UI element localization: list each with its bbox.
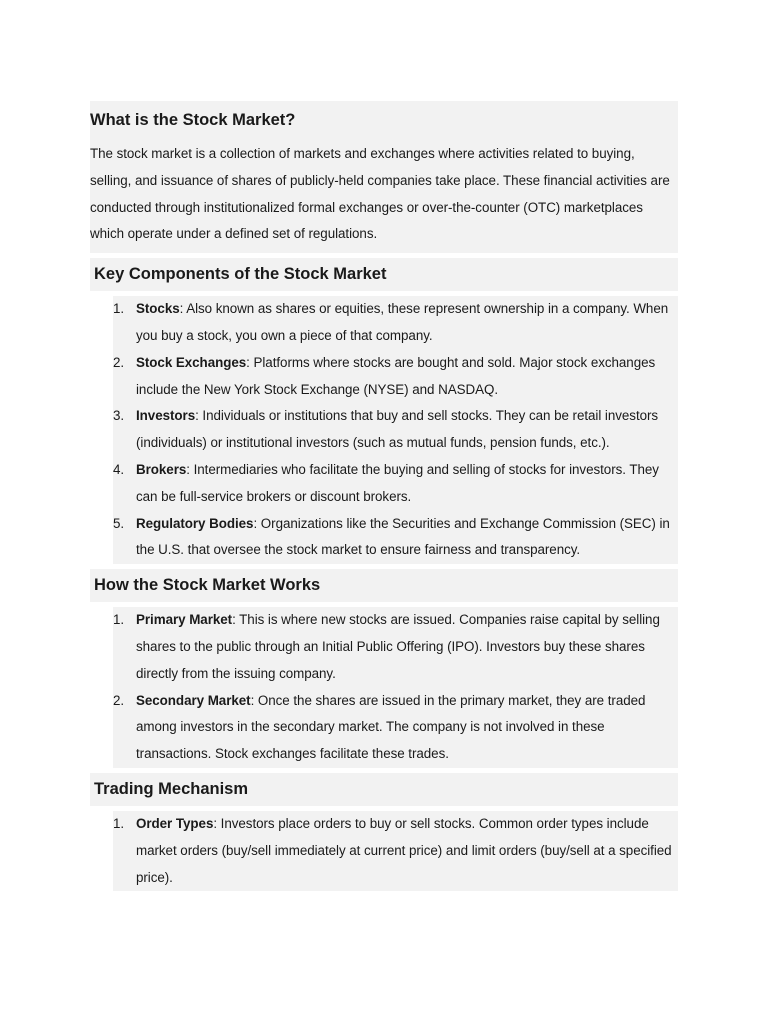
- list-text: : This is where new stocks are issued. Companies raise capital by selling shares to the public through an Initial Public Offering (IPO). Investors buy these shares directly from the issuing company.: [136, 612, 660, 681]
- list-item: [113, 811, 678, 891]
- section-heading-block: [90, 258, 678, 291]
- how-it-works-list-block: [113, 607, 678, 768]
- section-heading: How the Stock Market Works: [94, 576, 321, 595]
- list-item: [113, 457, 678, 511]
- list-number: 4.: [113, 461, 125, 477]
- list-term: Stocks: [136, 301, 180, 317]
- section-heading-block: [90, 773, 678, 806]
- list-text: : Investors place orders to buy or sell stocks. Common order types include market orders (buy/sell immediately at current price) and limit orders (buy/sell at a specified price).: [136, 815, 672, 885]
- document: [90, 101, 678, 896]
- section-heading-block: [90, 569, 678, 602]
- list-term: Investors: [136, 408, 196, 424]
- list-number: 1.: [113, 301, 125, 317]
- list-term: Regulatory Bodies: [136, 515, 254, 531]
- list-text: : Also known as shares or equities, these represent ownership in a company. When you buy a stock, you own a piece of that company.: [136, 301, 669, 343]
- list-text: : Platforms where stocks are bought and sold. Major stock exchanges include the New York Stock Exchange (NYSE) and NASDAQ.: [136, 354, 656, 397]
- section-what-is-stock-market: [90, 101, 678, 253]
- trading-mechanism-list: [113, 811, 678, 891]
- list-item: [113, 296, 678, 350]
- list-number: 1.: [113, 815, 125, 831]
- trading-mechanism-list-block: [113, 811, 678, 891]
- list-term: Order Types: [136, 815, 214, 831]
- list-text: : Once the shares are issued in the primary market, they are traded among investors in the secondary market. The company is not involved in these transactions. Stock exchanges facilitate these trades.: [136, 692, 646, 762]
- list-number: 3.: [113, 408, 125, 424]
- list-term: Stock Exchanges: [136, 354, 247, 370]
- list-item: [113, 403, 678, 457]
- list-item: [113, 607, 678, 687]
- list-item: [113, 511, 678, 565]
- how-it-works-list: [113, 607, 678, 768]
- list-number: 2.: [113, 354, 125, 370]
- list-number: 5.: [113, 515, 125, 531]
- key-components-list-block: [113, 296, 678, 564]
- section-heading: Trading Mechanism: [94, 779, 249, 798]
- key-components-list: [113, 296, 678, 564]
- list-text: : Organizations like the Securities and Exchange Commission (SEC) in the U.S. that oversee the stock market to ensure fairness and transparency.: [136, 515, 670, 558]
- list-text: : Individuals or institutions that buy and sell stocks. They can be retail investors (individuals) or institutional investors (such as mutual funds, pension funds, etc.).: [136, 408, 659, 451]
- list-term: Primary Market: [136, 612, 233, 628]
- list-item: [113, 688, 678, 768]
- section-heading: Key Components of the Stock Market: [94, 265, 387, 284]
- section-paragraph: The stock market is a collection of markets and exchanges where activities related to buying, selling, and issuance of shares of publicly-held companies take place. These financial activities are conducted through institutionalized formal exchanges or over-the-counter (OTC) marketplaces which operate under a defined set of regulations.: [90, 146, 670, 242]
- list-item: [113, 350, 678, 404]
- list-text: : Intermediaries who facilitate the buying and selling of stocks for investors. They can be full-service brokers or discount brokers.: [136, 461, 659, 504]
- list-term: Brokers: [136, 461, 187, 477]
- list-term: Secondary Market: [136, 692, 251, 708]
- list-number: 1.: [113, 612, 125, 628]
- section-heading: What is the Stock Market?: [90, 111, 296, 129]
- list-number: 2.: [113, 692, 125, 708]
